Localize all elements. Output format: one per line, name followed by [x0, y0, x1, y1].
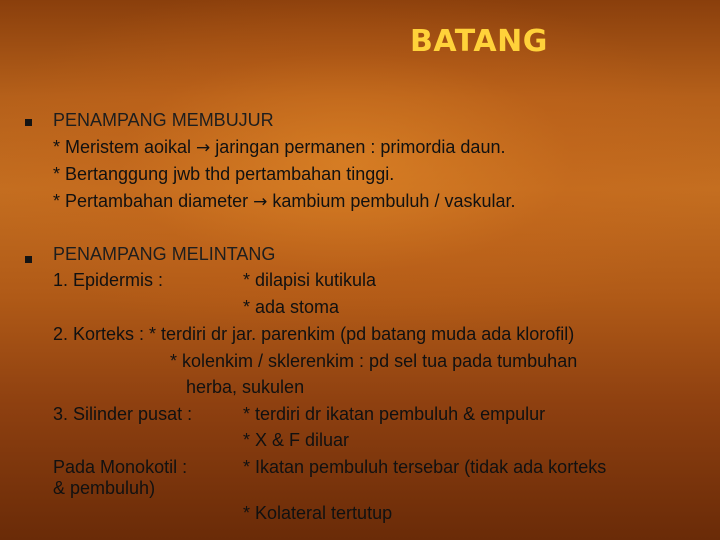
- line-text: * Meristem aoikal: [53, 137, 197, 157]
- section-heading-melintang: PENAMPANG MELINTANG: [53, 244, 276, 264]
- monokotil-item-2: * Kolateral tertutup: [243, 503, 393, 523]
- monokotil-label: Pada Monokotil :: [53, 457, 188, 477]
- monokotil-item-1-cont: & pembuluh): [53, 478, 156, 498]
- monokotil-item-1: * Ikatan pembuluh tersebar (tidak ada korteks: [243, 457, 607, 477]
- epidermis-item-2: * ada stoma: [243, 297, 340, 317]
- arrow-icon: →: [196, 138, 211, 158]
- korteks-line-1: 2. Korteks : * terdiri dr jar. parenkim (pd batang muda ada klorofil): [53, 324, 575, 344]
- arrow-icon: →: [253, 192, 268, 212]
- silinder-label: 3. Silinder pusat :: [53, 404, 193, 424]
- silinder-item-1: * terdiri dr ikatan pembuluh & empulur: [243, 404, 546, 424]
- silinder-item-2: * X & F diluar: [243, 430, 350, 450]
- membujur-line-2: * Bertanggung jwb thd pertambahan tinggi.: [53, 164, 395, 184]
- korteks-line-2: * kolenkim / sklerenkim : pd sel tua pada tumbuhan: [170, 351, 578, 371]
- epidermis-item-1: * dilapisi kutikula: [243, 270, 377, 290]
- slide-title: BATANG: [410, 24, 548, 59]
- korteks-line-3: herba, sukulen: [186, 377, 305, 397]
- line-text: jaringan permanen : primordia daun.: [210, 137, 506, 157]
- section-heading-membujur: PENAMPANG MEMBUJUR: [53, 110, 274, 130]
- epidermis-label: 1. Epidermis :: [53, 270, 164, 290]
- bullet-icon: [25, 119, 32, 126]
- membujur-line-3: [53, 188, 515, 216]
- bullet-icon: [25, 256, 32, 263]
- line-text: * Pertambahan diameter: [53, 191, 254, 211]
- membujur-line-1: [53, 134, 505, 162]
- line-text: kambium pembuluh / vaskular.: [267, 191, 516, 211]
